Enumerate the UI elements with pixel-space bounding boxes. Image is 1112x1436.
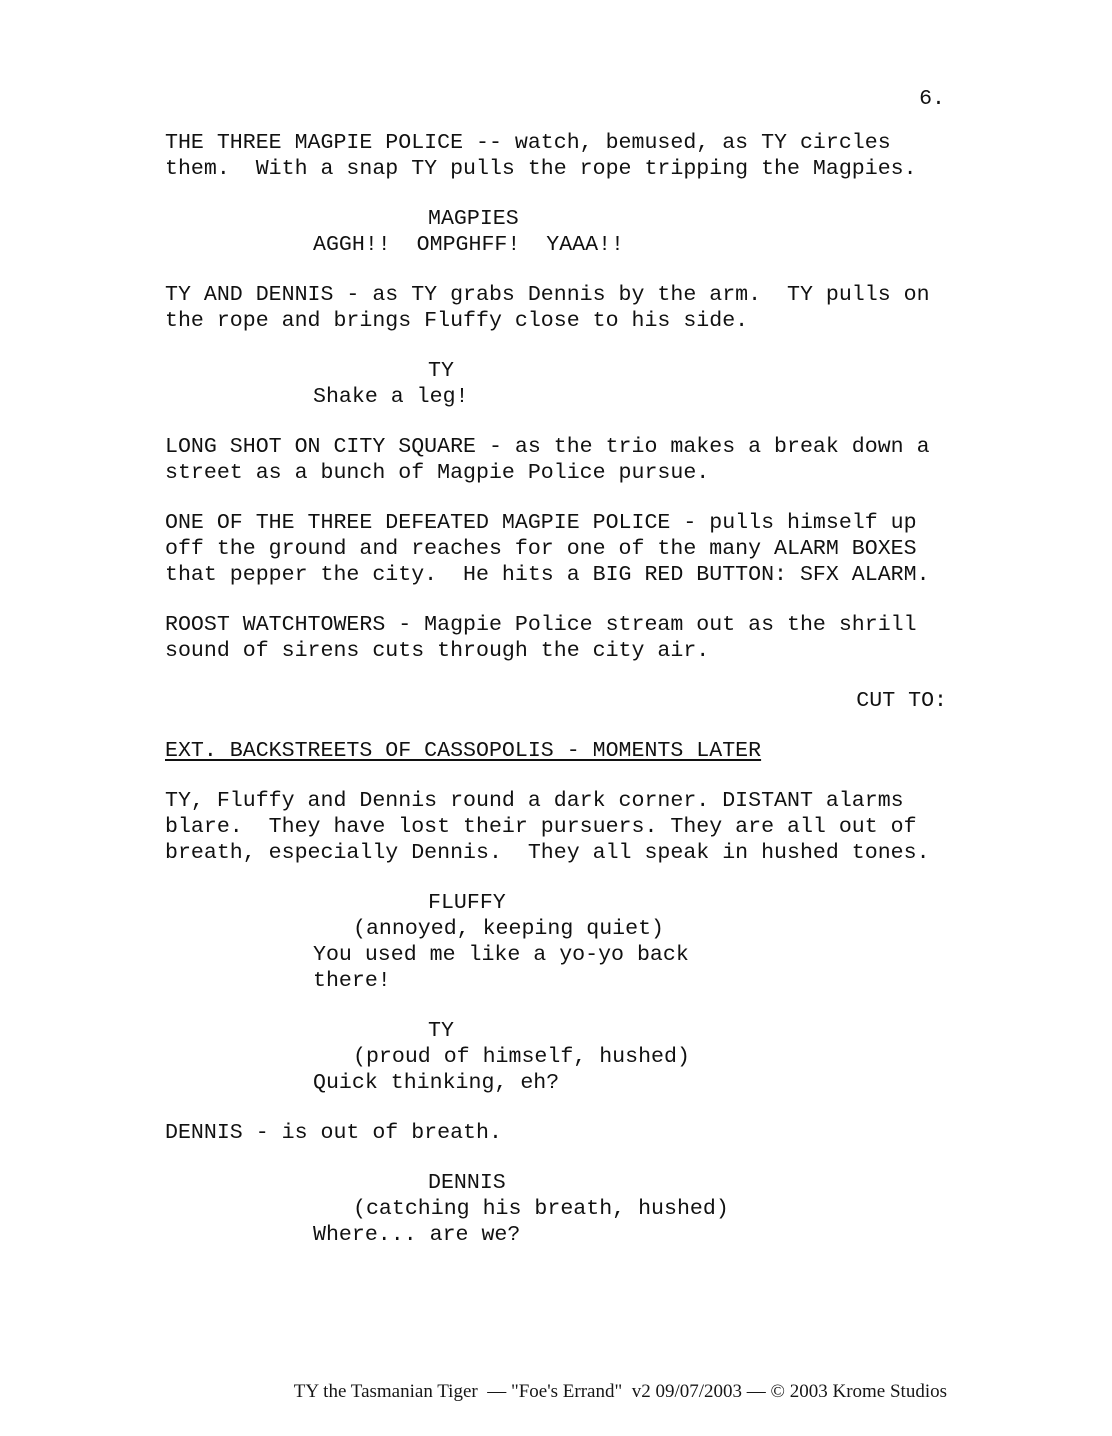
dialogue-line: Quick thinking, eh? bbox=[313, 1071, 560, 1095]
action-block bbox=[165, 434, 947, 486]
action-line: blare. They have lost their pursuers. They are all out of bbox=[165, 815, 917, 839]
transition-line: CUT TO: bbox=[856, 689, 947, 713]
dialogue-line: there! bbox=[313, 969, 391, 993]
character-line: FLUFFY bbox=[428, 891, 506, 915]
page-footer: TY the Tasmanian Tiger — "Foe's Errand" v2 09/07/2003 — © 2003 Krome Studios bbox=[293, 1381, 947, 1402]
dialogue-line: Where... are we? bbox=[313, 1223, 521, 1247]
dialogue-block bbox=[165, 232, 947, 258]
parenthetical-block bbox=[165, 916, 947, 942]
action-line: DENNIS - is out of breath. bbox=[165, 1121, 502, 1145]
action-line: that pepper the city. He hits a BIG RED BUTTON: SFX ALARM. bbox=[165, 563, 930, 587]
action-line: LONG SHOT ON CITY SQUARE - as the trio makes a break down a bbox=[165, 435, 930, 459]
character-line: TY bbox=[428, 1019, 454, 1043]
action-line: breath, especially Dennis. They all speak in hushed tones. bbox=[165, 841, 930, 865]
action-line: TY AND DENNIS - as TY grabs Dennis by the arm. TY pulls on bbox=[165, 283, 930, 307]
dialogue-block bbox=[165, 1070, 947, 1096]
page-footer-row bbox=[165, 1356, 947, 1428]
character-block bbox=[165, 1170, 947, 1196]
page-number: 6. bbox=[919, 87, 945, 111]
parenthetical-block bbox=[165, 1044, 947, 1070]
action-line: off the ground and reaches for one of the many ALARM BOXES bbox=[165, 537, 917, 561]
parenthetical-block bbox=[165, 1196, 947, 1222]
action-block bbox=[165, 612, 947, 664]
character-block bbox=[165, 890, 947, 916]
character-block bbox=[165, 206, 947, 232]
action-line: street as a bunch of Magpie Police pursue. bbox=[165, 461, 710, 485]
scene-heading-line: EXT. BACKSTREETS OF CASSOPOLIS - MOMENTS LATER bbox=[165, 739, 762, 763]
action-block bbox=[165, 282, 947, 334]
action-line: the rope and brings Fluffy close to his side. bbox=[165, 309, 749, 333]
character-block bbox=[165, 358, 947, 384]
dialogue-block bbox=[165, 942, 947, 994]
parenthetical-line: (annoyed, keeping quiet) bbox=[353, 917, 665, 941]
dialogue-line: Shake a leg! bbox=[313, 385, 469, 409]
character-block bbox=[165, 1018, 947, 1044]
action-line: THE THREE MAGPIE POLICE -- watch, bemused, as TY circles bbox=[165, 131, 891, 155]
action-line: TY, Fluffy and Dennis round a dark corner. DISTANT alarms bbox=[165, 789, 904, 813]
character-line: TY bbox=[428, 359, 454, 383]
parenthetical-line: (catching his breath, hushed) bbox=[353, 1197, 729, 1221]
action-block bbox=[165, 1120, 947, 1146]
dialogue-line: AGGH!! OMPGHFF! YAAA!! bbox=[313, 233, 625, 257]
dialogue-block bbox=[165, 1222, 947, 1248]
dialogue-line: You used me like a yo-yo back bbox=[313, 943, 689, 967]
dialogue-block bbox=[165, 384, 947, 410]
character-line: MAGPIES bbox=[428, 207, 519, 231]
transition-block bbox=[165, 688, 947, 714]
parenthetical-line: (proud of himself, hushed) bbox=[353, 1045, 690, 1069]
action-line: ROOST WATCHTOWERS - Magpie Police stream out as the shrill bbox=[165, 613, 917, 637]
page-number-row bbox=[165, 60, 945, 138]
script-body bbox=[165, 130, 947, 1248]
action-block bbox=[165, 510, 947, 588]
action-block bbox=[165, 130, 947, 182]
scene-heading-block bbox=[165, 738, 947, 764]
action-block bbox=[165, 788, 947, 866]
action-line: ONE OF THE THREE DEFEATED MAGPIE POLICE - pulls himself up bbox=[165, 511, 917, 535]
action-line: them. With a snap TY pulls the rope tripping the Magpies. bbox=[165, 157, 917, 181]
character-line: DENNIS bbox=[428, 1171, 506, 1195]
action-line: sound of sirens cuts through the city air. bbox=[165, 639, 710, 663]
